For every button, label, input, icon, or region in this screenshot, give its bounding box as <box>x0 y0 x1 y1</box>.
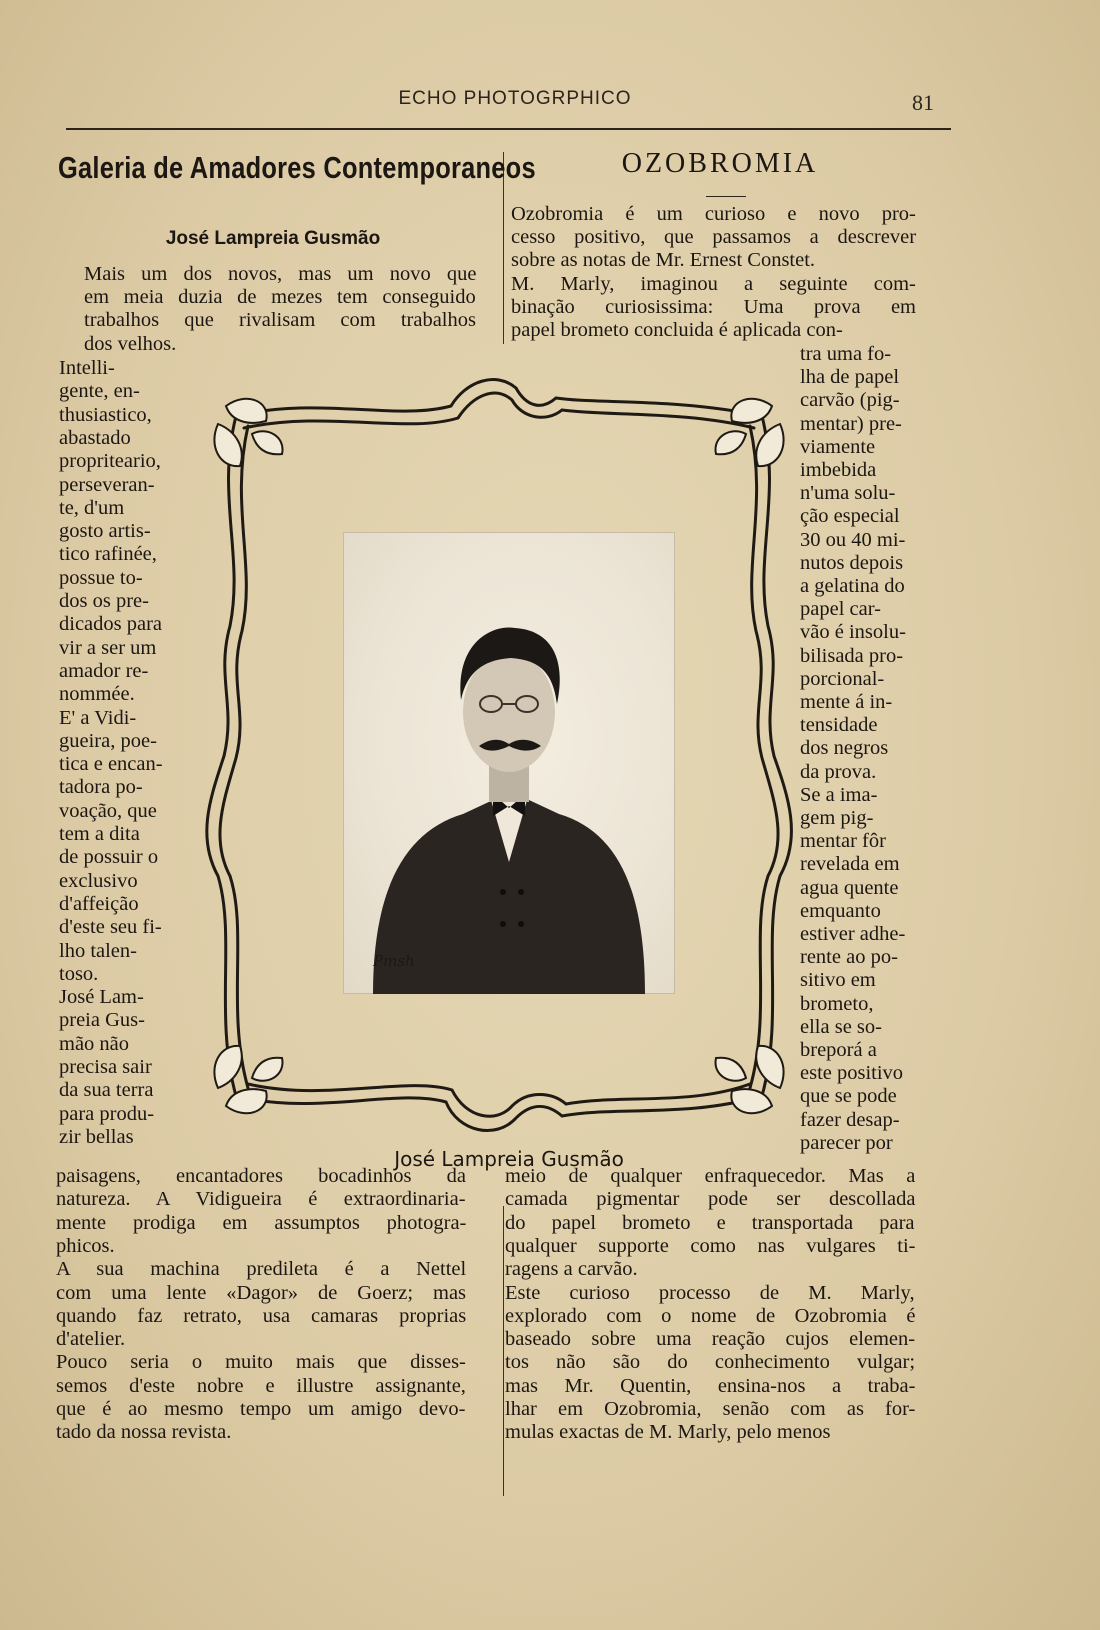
text-line: Este curioso processo de M. Marly, <box>505 1281 915 1304</box>
text-line: rente ao po- <box>800 946 898 969</box>
text-line: porcional- <box>800 667 885 690</box>
text-line: em meia duzia de mezes tem conseguido <box>84 286 476 309</box>
text-line: Pouco seria o muito mais que disses- <box>56 1351 466 1374</box>
text-line: carvão (pig- <box>800 389 900 412</box>
text-line: do papel brometo e transportada para <box>505 1211 915 1234</box>
text-line: nommée. <box>59 683 135 706</box>
text-line: parecer por <box>800 1131 893 1154</box>
text-line: gem pig- <box>800 807 874 829</box>
text-line: semos d'este nobre e illustre assignante, <box>56 1374 466 1397</box>
text-line: mas Mr. Quentin, ensina-nos a traba- <box>505 1374 916 1397</box>
photographer-signature: Pmsh <box>373 952 415 970</box>
text-line: tem a dita <box>59 823 140 845</box>
text-line: fazer desap- <box>800 1108 900 1131</box>
text-line: emquanto <box>800 899 881 922</box>
text-line: dicados para <box>59 613 163 636</box>
text-line: de possuir o <box>59 846 159 869</box>
text-line: A sua machina predileta é a Nettel <box>56 1258 467 1281</box>
text-line: nutos depois <box>800 551 904 574</box>
text-line: mulas exactas de M. Marly, pelo menos <box>505 1421 831 1444</box>
text-line: amador re- <box>59 659 149 682</box>
text-line: ção especial <box>800 505 900 528</box>
text-line: te, d'um <box>59 496 125 519</box>
text-line: ragens a carvão. <box>505 1258 638 1281</box>
text-line: binação curiosissima: Uma prova em <box>511 295 916 318</box>
text-line: papel brometo concluida é aplicada con- <box>511 319 843 341</box>
text-line: mentar) pre- <box>800 412 902 435</box>
text-line: mente á in- <box>800 691 893 713</box>
text-line: lho talen- <box>59 939 137 962</box>
text-line: breporá a <box>800 1039 877 1061</box>
text-line: camada pigmentar pode ser descollada <box>505 1188 916 1211</box>
text-line: imbebida <box>800 459 877 481</box>
text-line: Intelli- <box>59 357 115 379</box>
text-line: d'este seu fi- <box>59 916 162 939</box>
text-line: tico rafinée, <box>59 543 157 566</box>
text-line: José Lam- <box>59 986 144 1009</box>
text-line: estiver adhe- <box>800 923 906 945</box>
text-line: mão não <box>59 1032 130 1055</box>
text-line: gente, en- <box>59 380 140 403</box>
text-line: possue to- <box>59 566 143 589</box>
text-line: 30 ou 40 mi- <box>800 528 906 551</box>
text-line: papel car- <box>800 598 881 621</box>
text-line: este positivo <box>800 1062 904 1085</box>
text-line: gueira, poe- <box>59 729 157 752</box>
header-rule <box>66 128 951 130</box>
text-line: cesso positivo, que passamos a descrever <box>511 226 917 249</box>
text-line: toso. <box>59 962 99 985</box>
text-line: que é ao mesmo tempo um amigo devo- <box>56 1398 466 1420</box>
text-line: Ozobromia é um curioso e novo pro- <box>511 203 916 225</box>
text-line: agua quente <box>800 876 899 899</box>
text-line: explorado com o nome de Ozobromia é <box>505 1304 916 1327</box>
text-line: phicos. <box>56 1234 115 1257</box>
portrait-figure <box>343 532 675 994</box>
text-line: sobre as notas de Mr. Ernest Constet. <box>511 249 816 272</box>
text-line: abastado <box>59 426 131 449</box>
text-line: quando faz retrato, usa camaras proprias <box>56 1304 467 1327</box>
text-line: lha de papel <box>800 366 900 389</box>
page-number: 81 <box>912 90 934 115</box>
text-line: d'atelier. <box>56 1328 126 1351</box>
text-line: gosto artis- <box>59 520 151 543</box>
text-line: n'uma solu- <box>800 482 896 505</box>
article-title-ozobromia: OZOBROMIA <box>621 148 819 179</box>
text-line: natureza. A Vidigueira é extraordinaria- <box>56 1188 466 1211</box>
text-line: propriteario, <box>59 450 161 473</box>
text-line: qualquer supporte como nas vulgares ti- <box>505 1234 916 1257</box>
text-line: tadora po- <box>59 776 143 799</box>
running-head: ECHO PHOTOGRPHICO <box>398 88 632 109</box>
text-line: d'affeição <box>59 892 139 915</box>
text-line: M. Marly, imaginou a seguinte com- <box>511 272 916 295</box>
text-line: tica e encan- <box>59 753 163 776</box>
text-line: da sua terra <box>59 1079 154 1102</box>
portrait-photo <box>343 532 675 994</box>
text-line: para produ- <box>59 1102 155 1125</box>
text-line: que se pode <box>800 1085 897 1108</box>
article-subtitle: José Lampreia Gusmão <box>165 228 381 249</box>
column-rule-bottom <box>503 1206 504 1496</box>
text-line: thusiastico, <box>59 403 152 426</box>
text-line: exclusivo <box>59 869 138 892</box>
text-line: Mais um dos novos, mas um novo que <box>84 263 477 285</box>
text-line: lhar em Ozobromia, senão com as for- <box>505 1398 916 1420</box>
text-line: da prova. <box>800 760 877 783</box>
text-line: viamente <box>800 435 876 458</box>
title-rule <box>706 196 746 197</box>
text-line: paisagens, encantadores bocadinhos da <box>56 1165 466 1187</box>
text-line: a gelatina do <box>800 575 905 597</box>
text-line: brometo, <box>800 992 874 1015</box>
text-line: baseado sobre uma reação cujos elemen- <box>505 1328 916 1351</box>
text-line: dos negros <box>800 737 889 760</box>
text-line: vão é insolu- <box>800 621 906 644</box>
text-line: voação, que <box>59 799 157 822</box>
text-line: mentar fôr <box>800 830 886 853</box>
text-line: bilisada pro- <box>800 644 904 667</box>
text-line: perseveran- <box>59 473 155 496</box>
text-line: tado da nossa revista. <box>56 1421 232 1444</box>
text-line: trabalhos que rivalisam com trabalhos <box>84 309 476 332</box>
text-line: meio de qualquer enfraquecedor. Mas a <box>505 1165 916 1187</box>
text-line: vir a ser um <box>59 636 157 659</box>
text-line: revelada em <box>800 853 900 876</box>
text-line: zir bellas <box>59 1125 134 1148</box>
text-line: ella se so- <box>800 1015 882 1038</box>
text-line: Se a ima- <box>800 783 878 806</box>
text-line: sitivo em <box>800 969 876 992</box>
text-line: precisa sair <box>59 1056 152 1078</box>
text-line: preia Gus- <box>59 1009 145 1032</box>
text-line: tos não são do conhecimento vulgar; <box>505 1351 916 1374</box>
article-title-galeria: Galeria de Amadores Contemporaneos <box>58 150 536 185</box>
text-line: dos velhos. <box>84 332 177 355</box>
text-line: tensidade <box>800 714 878 737</box>
figure-caption: José Lampreia Gusmão <box>394 1147 624 1171</box>
text-line: com uma lente «Dagor» de Goerz; mas <box>56 1281 467 1304</box>
text-line: mente prodiga em assumptos photogra- <box>56 1211 467 1234</box>
text-line: E' a Vidi- <box>59 706 137 729</box>
text-line: dos os pre- <box>59 590 149 612</box>
text-line: tra uma fo- <box>800 343 892 365</box>
